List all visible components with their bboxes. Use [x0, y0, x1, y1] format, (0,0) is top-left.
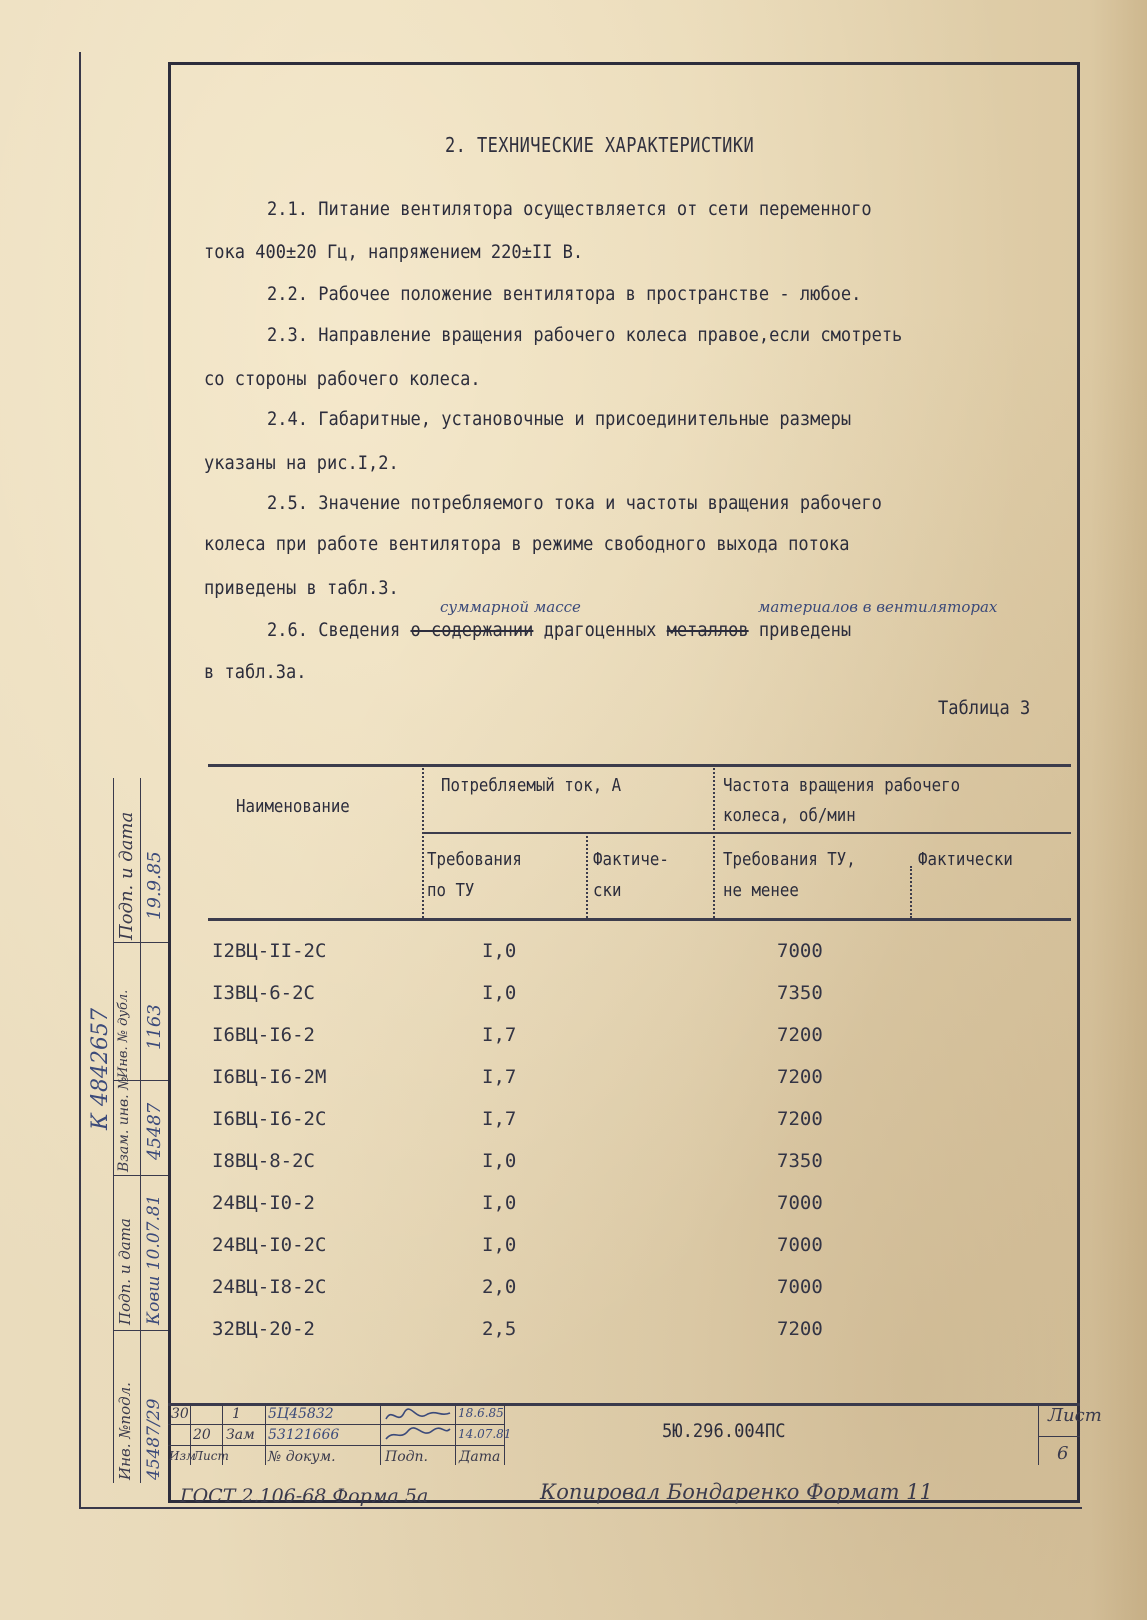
handwritten-insert: материалов в вентиляторах [758, 598, 998, 616]
header-req-freq-line2: не менее [723, 881, 799, 901]
row-current: I,0 [482, 1234, 517, 1256]
paragraph-2-1-line1: 2.1. Питание вентилятора осуществляется от сети переменного [267, 199, 872, 220]
stamp-cell: 20 [193, 1427, 211, 1443]
row-current: I,0 [482, 940, 517, 962]
p26-struck-text: о содержании [410, 620, 534, 641]
row-current: I,7 [482, 1024, 517, 1046]
stamp-cell: 18.6.85 [458, 1406, 504, 1420]
stamp-cell: Зам [226, 1427, 255, 1443]
row-frequency: 7200 [777, 1024, 823, 1046]
paragraph-2-1-line2: тока 400±20 Гц, напряжением 220±II В. [204, 242, 584, 263]
paragraph-2-4-line2: указаны на рис.I,2. [204, 453, 399, 474]
row-current: I,0 [482, 982, 517, 1004]
margin-value: 45487/29 [144, 1398, 164, 1480]
stamp-label: № докум. [268, 1449, 336, 1465]
header-frequency-line2: колеса, об/мин [723, 806, 856, 826]
row-name: I6ВЦ-I6-2М [212, 1066, 327, 1088]
table-top-border [208, 764, 1071, 767]
stamp-column-line [1038, 1403, 1039, 1465]
margin-value: 45487 [144, 1102, 165, 1160]
row-frequency: 7000 [777, 1276, 823, 1298]
row-frequency: 7200 [777, 1066, 823, 1088]
margin-value: Ковш 10.07.81 [144, 1194, 164, 1325]
header-fact-freq: Фактически [918, 850, 1013, 870]
margin-divider [113, 1175, 168, 1176]
header-fact-current-line2: ски [593, 881, 622, 901]
signature-mark [382, 1405, 454, 1443]
row-current: 2,5 [482, 1318, 517, 1340]
row-frequency: 7200 [777, 1108, 823, 1130]
header-frequency-line1: Частота вращения рабочего [723, 776, 961, 796]
table-column-divider [422, 768, 424, 918]
table-column-divider [910, 866, 912, 918]
table-column-divider [586, 836, 588, 918]
paragraph-2-3-line2: со стороны рабочего колеса. [204, 369, 481, 390]
margin-label: Подп. и дата [116, 1218, 134, 1325]
sheet-number: 6 [1057, 1443, 1069, 1464]
stamp-row-line [1038, 1436, 1080, 1437]
stamp-label: Дата [459, 1449, 501, 1465]
margin-label: Подп. и дата [116, 811, 137, 940]
header-fact-current-line1: Фактиче- [593, 850, 669, 870]
margin-divider [113, 1330, 168, 1331]
row-current: I,7 [482, 1108, 517, 1130]
stamp-label: Изм [169, 1449, 196, 1463]
row-name: I6ВЦ-I6-2С [212, 1108, 327, 1130]
paragraph-2-2: 2.2. Рабочее положение вентилятора в пространстве - любое. [267, 284, 862, 305]
handwritten-insert: суммарной массе [440, 598, 581, 616]
header-current: Потребляемый ток, А [441, 776, 622, 796]
stamp-row-line [168, 1445, 504, 1446]
stamp-cell: 5Ц45832 [268, 1406, 334, 1422]
stamp-label: Подп. [385, 1449, 428, 1465]
header-req-current-line2: по ТУ [427, 881, 475, 901]
paragraph-2-4-line1: 2.4. Габаритные, установочные и присоединительные размеры [267, 409, 852, 430]
footer-copied-by: Копировал Бондаренко Формат 11 [540, 1480, 933, 1504]
row-name: I8ВЦ-8-2С [212, 1150, 315, 1172]
margin-label: Инв. № дубл. [116, 989, 131, 1078]
row-frequency: 7000 [777, 1192, 823, 1214]
row-frequency: 7000 [777, 1234, 823, 1256]
row-name: I2ВЦ-II-2С [212, 940, 327, 962]
row-name: I6ВЦ-I6-2 [212, 1024, 315, 1046]
sheet-label: Лист [1048, 1405, 1102, 1426]
stamp-label: Лист [193, 1449, 229, 1463]
header-req-current-line1: Требования [427, 850, 522, 870]
margin-label: Инв. №подл. [116, 1382, 134, 1480]
header-name: Наименование [236, 797, 350, 817]
stamp-cell: 14.07.81 [458, 1427, 512, 1441]
row-frequency: 7200 [777, 1318, 823, 1340]
paragraph-2-3-line1: 2.3. Направление вращения рабочего колеса правое,если смотреть [267, 325, 903, 346]
paragraph-2-5-line2: колеса при работе вентилятора в режиме свободного выхода потока [204, 534, 850, 555]
stamp-column-line [380, 1403, 381, 1465]
margin-column-line [113, 778, 114, 1483]
row-name: 32ВЦ-20-2 [212, 1318, 315, 1340]
row-current: I,0 [482, 1192, 517, 1214]
stamp-cell: 1 [232, 1406, 241, 1422]
row-name: 24ВЦ-I0-2 [212, 1192, 315, 1214]
row-frequency: 7350 [777, 982, 823, 1004]
p26-start: 2.6. Сведения [267, 620, 401, 641]
table-header-bottom-border [208, 918, 1071, 921]
margin-column-line [140, 778, 141, 1483]
stamp-cell: 30 [171, 1406, 189, 1422]
row-name: 24ВЦ-I8-2С [212, 1276, 327, 1298]
paragraph-2-5-line3: приведены в табл.3. [204, 578, 399, 599]
row-current: I,0 [482, 1150, 517, 1172]
row-name: I3ВЦ-6-2С [212, 982, 315, 1004]
margin-divider [113, 942, 168, 943]
header-req-freq-line1: Требования ТУ, [723, 850, 856, 870]
row-frequency: 7350 [777, 1150, 823, 1172]
p26-struck-text: металлов [666, 620, 749, 641]
section-heading: 2. ТЕХНИЧЕСКИЕ ХАРАКТЕРИСТИКИ [445, 133, 755, 157]
paragraph-2-6-line1 [267, 620, 851, 641]
document-number: 5Ю.296.004ПС [662, 1420, 786, 1442]
table-label: Таблица 3 [938, 698, 1031, 719]
row-frequency: 7000 [777, 940, 823, 962]
margin-label: Взам. инв. № [116, 1076, 132, 1172]
paragraph-2-5-line1: 2.5. Значение потребляемого тока и частоты вращения рабочего [267, 493, 882, 514]
paragraph-2-6-line2: в табл.3а. [204, 662, 307, 683]
stamp-column-line [265, 1403, 266, 1465]
p26-end: приведены [758, 620, 852, 641]
stamp-column-line [455, 1403, 456, 1465]
p26-middle: драгоценных [543, 620, 657, 641]
row-current: I,7 [482, 1066, 517, 1088]
margin-value: 1163 [144, 1004, 165, 1050]
row-name: 24ВЦ-I0-2С [212, 1234, 327, 1256]
table-column-divider [713, 768, 715, 918]
row-current: 2,0 [482, 1276, 517, 1298]
footer-form-note: ГОСТ 2.106-68 Форма 5а [180, 1485, 429, 1507]
margin-value: 19.9.85 [144, 851, 165, 920]
table-subheader-divider [424, 832, 1071, 834]
stamp-cell: 53121666 [268, 1427, 340, 1443]
margin-handnote: К 4842657 [88, 1008, 113, 1130]
